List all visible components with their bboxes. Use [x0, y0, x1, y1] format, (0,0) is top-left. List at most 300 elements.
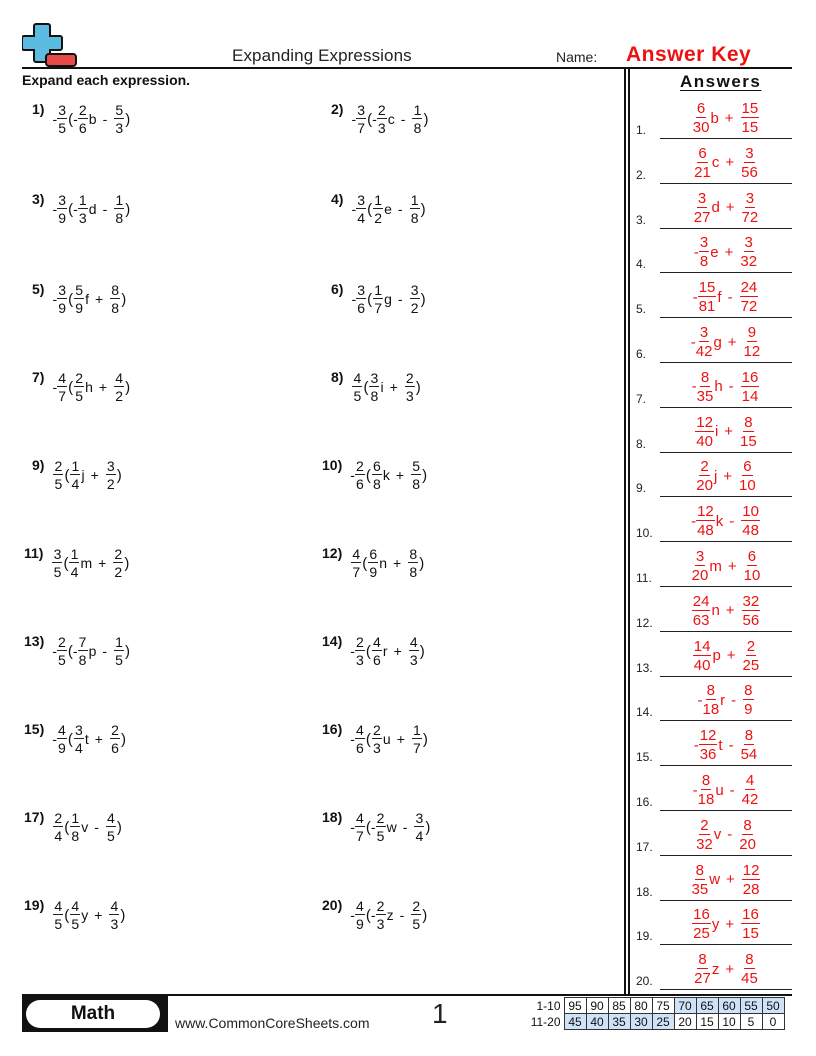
variable: f: [717, 288, 722, 306]
numerator: 3: [357, 192, 366, 208]
numerator: 8: [698, 951, 707, 969]
problem-item: [322, 459, 427, 491]
close-paren: ): [116, 818, 122, 836]
negative-sign: -: [52, 731, 57, 747]
numerator: 3: [58, 102, 67, 118]
answer-number: 10.: [636, 526, 653, 541]
variable: z: [711, 960, 720, 978]
denominator: 18: [697, 791, 715, 808]
numerator: 3: [744, 234, 753, 252]
answer-coefficient: [694, 191, 711, 225]
denominator: 15: [741, 119, 759, 136]
term-fraction: [376, 811, 386, 843]
answer-constant: [742, 191, 759, 225]
operator: +: [724, 109, 734, 127]
open-paren: (: [68, 110, 74, 128]
answer-number: 1.: [636, 123, 647, 137]
answer-coefficient: [696, 459, 713, 493]
constant-fraction: [412, 723, 422, 755]
score-cell: 75: [652, 998, 674, 1014]
answer-row: [636, 95, 792, 139]
operator: -: [727, 288, 733, 306]
problem-number: 3): [32, 191, 45, 207]
answer-constant: [742, 773, 759, 807]
variable: b: [88, 111, 97, 127]
answer-row: [636, 185, 792, 229]
operator: -: [397, 291, 403, 307]
open-paren: (: [365, 466, 371, 484]
denominator: 4: [54, 828, 63, 844]
numerator: 2: [373, 722, 381, 738]
site-url: www.CommonCoreSheets.com: [175, 1015, 370, 1031]
denominator: 2: [115, 388, 123, 404]
numerator: 15: [698, 279, 716, 297]
problem-number: 15): [24, 721, 45, 737]
denominator: 6: [356, 476, 364, 492]
close-paren: ): [125, 200, 131, 218]
answer-expression: [660, 280, 792, 314]
term-fraction: [78, 635, 88, 667]
answer-constant: [740, 280, 759, 314]
operator: -: [727, 826, 733, 844]
operator: -: [102, 643, 108, 659]
numerator: 2: [377, 102, 386, 118]
outer-fraction: [356, 283, 366, 315]
outer-fraction: [57, 283, 67, 315]
numerator: 1: [71, 458, 80, 474]
negative-sign: -: [351, 291, 357, 307]
negative-sign: -: [72, 643, 78, 659]
variable: u: [382, 731, 391, 747]
term-fraction: [369, 371, 379, 403]
constant-fraction: [114, 103, 124, 135]
term-fraction: [368, 547, 378, 579]
numerator: 4: [353, 370, 362, 386]
denominator: 3: [377, 120, 386, 136]
denominator: 6: [356, 740, 364, 756]
answer-constant: [741, 728, 758, 762]
answer-expression: [660, 952, 792, 986]
variable: y: [81, 907, 89, 923]
score-cell: 90: [586, 998, 608, 1014]
answer-number: 7.: [636, 391, 647, 406]
numerator: 1: [70, 546, 79, 562]
negative-sign: -: [370, 907, 376, 923]
denominator: 48: [742, 522, 759, 540]
outer-fraction: [53, 459, 63, 491]
numerator: 3: [357, 282, 366, 298]
answer-row: [636, 409, 792, 453]
term-fraction: [70, 811, 80, 843]
problem-item: [331, 103, 428, 135]
answer-number: 2.: [636, 167, 647, 182]
denominator: 54: [740, 746, 758, 764]
variable: c: [711, 154, 720, 172]
subject-label: Math: [26, 1000, 160, 1028]
numerator: 4: [115, 370, 123, 386]
problem-item: [322, 899, 427, 931]
numerator: 12: [742, 861, 760, 879]
score-cell: 65: [696, 998, 718, 1014]
denominator: 36: [699, 746, 717, 764]
negative-sign: -: [690, 333, 696, 351]
negative-sign: -: [693, 736, 699, 754]
term-fraction: [74, 371, 84, 403]
numerator: 5: [412, 458, 420, 474]
numerator: 2: [405, 370, 414, 386]
variable: d: [711, 199, 720, 217]
variable: h: [714, 378, 723, 396]
problem-number: 16): [322, 721, 343, 737]
negative-sign: -: [351, 111, 357, 127]
numerator: 24: [692, 592, 710, 610]
score-cell: 60: [718, 998, 740, 1014]
outer-fraction: [52, 547, 62, 579]
open-paren: (: [67, 730, 73, 748]
operator: -: [729, 781, 735, 799]
numerator: 8: [701, 772, 711, 789]
numerator: 3: [415, 810, 424, 826]
variable: f: [85, 291, 90, 307]
variable: i: [714, 423, 719, 441]
variable: k: [715, 512, 724, 530]
answer-row: [636, 767, 792, 811]
answer-number: 15.: [636, 750, 653, 765]
problem-item: [331, 283, 426, 315]
answer-row: [636, 140, 792, 184]
variable: y: [711, 915, 720, 933]
denominator: 25: [742, 656, 760, 674]
operator: +: [723, 467, 733, 485]
numerator: 4: [107, 810, 115, 826]
denominator: 5: [107, 828, 115, 844]
expression: [52, 811, 122, 843]
denominator: 56: [742, 611, 760, 629]
outer-fraction: [53, 811, 63, 843]
denominator: 9: [75, 300, 84, 316]
answer-number: 20.: [636, 974, 653, 989]
operator: +: [725, 602, 735, 620]
numerator: 12: [697, 503, 714, 521]
expression: [350, 459, 427, 491]
numerator: 2: [412, 898, 421, 914]
constant-fraction: [106, 811, 116, 843]
variable: r: [382, 643, 388, 659]
negative-sign: -: [52, 111, 58, 127]
score-cell: 80: [630, 998, 652, 1014]
constant-fraction: [412, 103, 422, 135]
outer-fraction: [355, 459, 365, 491]
expression: [52, 635, 130, 667]
denominator: 6: [373, 652, 381, 668]
operator: +: [393, 643, 402, 659]
close-paren: ): [422, 906, 428, 924]
answer-row: [636, 857, 792, 901]
negative-sign: -: [350, 819, 355, 835]
denominator: 7: [357, 120, 366, 136]
answer-expression: [660, 818, 792, 852]
numerator: 4: [745, 772, 755, 789]
denominator: 8: [115, 210, 124, 226]
operator: +: [725, 199, 735, 217]
problem-item: [32, 459, 122, 491]
denominator: 35: [691, 880, 709, 898]
denominator: 2: [106, 476, 115, 492]
variable: n: [379, 555, 388, 571]
numerator: 1: [413, 102, 422, 118]
denominator: 8: [699, 253, 709, 271]
term-fraction: [70, 459, 80, 491]
variable: c: [387, 111, 395, 127]
answer-coefficient: [697, 370, 714, 404]
answer-number: 14.: [636, 705, 653, 720]
denominator: 30: [692, 119, 710, 136]
numerator: 4: [54, 898, 63, 914]
problem-item: [322, 811, 430, 843]
numerator: 4: [356, 898, 364, 914]
answer-row: [636, 901, 792, 945]
numerator: 8: [409, 546, 418, 562]
answer-expression: [660, 504, 792, 538]
outer-fraction: [355, 899, 365, 931]
operator: +: [726, 647, 736, 665]
answer-coefficient: [696, 504, 715, 538]
numerator: 2: [75, 370, 84, 386]
denominator: 5: [412, 916, 421, 932]
term-fraction: [373, 193, 383, 225]
variable: e: [710, 243, 719, 261]
operator: +: [726, 871, 735, 889]
denominator: 5: [53, 564, 62, 580]
operator: -: [397, 201, 403, 217]
page-number: 1: [432, 998, 448, 1029]
negative-sign: -: [691, 378, 697, 396]
numerator: 4: [58, 722, 66, 738]
denominator: 3: [409, 652, 418, 668]
score-cell: 15: [696, 1014, 718, 1030]
variable: w: [386, 819, 397, 835]
score-cell: 10: [718, 1014, 740, 1030]
denominator: 56: [741, 163, 758, 181]
variable: m: [709, 557, 722, 575]
answer-constant: [741, 952, 758, 986]
numerator: 3: [697, 189, 707, 207]
problem-number: 13): [24, 633, 45, 649]
denominator: 4: [357, 210, 366, 226]
operator: +: [95, 291, 104, 307]
answer-coefficient: [693, 101, 710, 135]
name-label: Name:: [556, 49, 598, 65]
answer-coefficient: [693, 639, 712, 673]
denominator: 32: [740, 253, 758, 271]
operator: +: [396, 731, 405, 747]
denominator: 5: [54, 916, 63, 932]
denominator: 3: [78, 210, 87, 226]
answer-constant: [743, 683, 753, 717]
denominator: 2: [374, 210, 383, 226]
outer-fraction: [57, 103, 67, 135]
problem-number: 19): [24, 897, 45, 913]
variable: t: [718, 736, 723, 754]
numerator: 12: [699, 727, 717, 745]
open-paren: (: [64, 818, 70, 836]
variable: p: [712, 647, 721, 665]
problem-item: [24, 811, 122, 843]
answer-number: 4.: [636, 257, 647, 272]
denominator: 8: [373, 476, 381, 492]
denominator: 3: [376, 916, 385, 932]
numerator: 2: [376, 898, 385, 914]
outer-fraction: [57, 635, 67, 667]
negative-sign: -: [692, 288, 698, 306]
negative-sign: -: [372, 111, 377, 127]
operator: -: [399, 907, 405, 923]
answer-row: [636, 453, 792, 497]
answer-constant: [741, 907, 760, 941]
denominator: 5: [75, 388, 84, 404]
numerator: 2: [54, 810, 63, 826]
answer-constant: [744, 325, 761, 359]
close-paren: ): [425, 818, 431, 836]
numerator: 1: [410, 192, 419, 208]
denominator: 7: [356, 828, 364, 844]
numerator: 4: [58, 370, 67, 386]
numerator: 2: [700, 816, 709, 834]
denominator: 72: [740, 298, 758, 316]
numerator: 4: [409, 634, 418, 650]
denominator: 5: [115, 652, 123, 668]
constant-fraction: [409, 635, 419, 667]
answer-constant: [741, 146, 758, 180]
close-paren: ): [120, 906, 126, 924]
numerator: 16: [742, 906, 759, 924]
problem-item: [322, 547, 424, 579]
answer-expression: [660, 594, 792, 628]
expression: [351, 283, 425, 315]
denominator: 7: [58, 388, 67, 404]
term-fraction: [372, 635, 382, 667]
denominator: 18: [702, 701, 720, 719]
constant-fraction: [113, 547, 123, 579]
problem-number: 18): [322, 809, 343, 825]
operator: -: [728, 378, 734, 396]
answer-expression: [660, 191, 792, 225]
answer-expression: [660, 415, 792, 449]
expression: [52, 103, 130, 135]
constant-fraction: [414, 811, 424, 843]
numerator: 3: [53, 546, 62, 562]
close-paren: ): [121, 290, 127, 308]
close-paren: ): [420, 200, 426, 218]
answer-coefficient: [696, 325, 713, 359]
denominator: 35: [696, 387, 714, 405]
problem-number: 10): [322, 457, 343, 473]
denominator: 27: [694, 970, 711, 988]
close-paren: ): [125, 642, 131, 660]
denominator: 8: [410, 210, 419, 226]
problem-number: 8): [331, 369, 344, 385]
score-table: [528, 997, 785, 1030]
close-paren: ): [422, 730, 428, 748]
denominator: 5: [71, 916, 80, 932]
answer-row: [636, 588, 792, 632]
variable: e: [384, 201, 392, 217]
denominator: 9: [369, 564, 378, 580]
denominator: 20: [691, 567, 709, 584]
denominator: 42: [741, 791, 759, 808]
constant-fraction: [110, 723, 120, 755]
problem-number: 7): [32, 369, 45, 385]
numerator: 8: [111, 282, 120, 298]
outer-fraction: [356, 103, 366, 135]
numerator: 10: [742, 503, 759, 521]
subject-badge: [22, 996, 168, 1032]
numerator: 4: [110, 898, 119, 914]
denominator: 8: [71, 828, 80, 844]
variable: k: [382, 467, 390, 483]
denominator: 9: [744, 701, 753, 719]
numerator: 4: [352, 546, 361, 562]
operator: -: [728, 736, 734, 754]
score-cell: 95: [564, 998, 586, 1014]
numerator: 8: [744, 413, 753, 431]
numerator: 2: [376, 810, 385, 826]
score-cell: 55: [740, 998, 762, 1014]
outer-fraction: [57, 193, 67, 225]
expression: [351, 103, 428, 135]
outer-fraction: [356, 193, 366, 225]
problem-number: 14): [322, 633, 343, 649]
term-fraction: [74, 283, 84, 315]
numerator: 6: [373, 458, 381, 474]
numerator: 3: [58, 192, 67, 208]
answer-expression: [660, 639, 792, 673]
negative-sign: -: [691, 512, 697, 530]
negative-sign: -: [73, 201, 78, 217]
operator: +: [724, 423, 734, 441]
open-paren: (: [365, 730, 371, 748]
expression: [52, 899, 125, 931]
answer-coefficient: [696, 818, 713, 852]
numerator: 8: [745, 951, 754, 969]
name-value: Answer Key: [626, 43, 752, 66]
operator: -: [102, 201, 108, 217]
close-paren: ): [419, 642, 425, 660]
numerator: 4: [356, 810, 364, 826]
worksheet-title: Expanding Expressions: [232, 46, 412, 65]
numerator: 3: [106, 458, 115, 474]
negative-sign: -: [52, 643, 57, 659]
numerator: 3: [695, 548, 705, 565]
denominator: 8: [409, 564, 418, 580]
term-fraction: [377, 103, 387, 135]
problem-item: [32, 193, 130, 225]
denominator: 42: [695, 343, 713, 360]
score-row: [528, 1014, 784, 1030]
operator: +: [395, 467, 405, 483]
outer-fraction: [53, 899, 63, 931]
variable: d: [88, 201, 97, 217]
numerator: 2: [54, 458, 63, 474]
operator: +: [727, 333, 737, 351]
numerator: 5: [115, 102, 124, 118]
numerator: 8: [743, 816, 752, 834]
numerator: 2: [78, 102, 87, 118]
numerator: 2: [356, 458, 364, 474]
numerator: 3: [75, 722, 83, 738]
answer-constant: [739, 818, 756, 852]
answer-constant: [741, 504, 760, 538]
